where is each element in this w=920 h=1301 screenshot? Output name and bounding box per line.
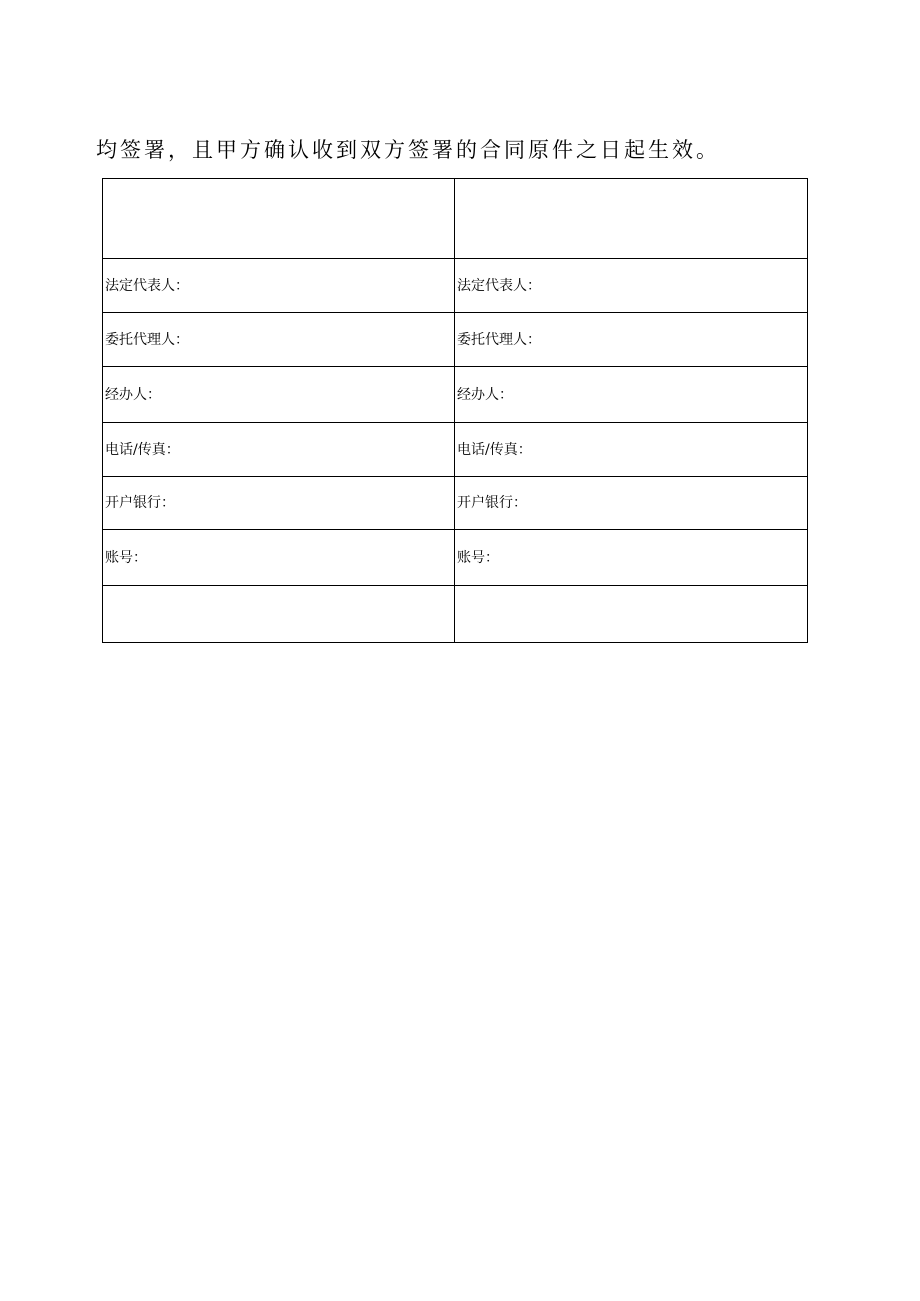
right-agent-cell: 委托代理人： <box>455 313 808 367</box>
left-account-cell: 账号： <box>103 530 455 586</box>
table-row-phone-fax <box>103 423 808 477</box>
left-blank-cell <box>103 586 455 643</box>
left-party-cell <box>103 179 455 259</box>
left-bank-cell: 开户银行： <box>103 477 455 530</box>
left-phone-fax-cell: 电话/传真： <box>103 423 455 477</box>
right-party-cell <box>455 179 808 259</box>
right-legal-rep-cell: 法定代表人： <box>455 259 808 313</box>
table-row-handler <box>103 367 808 423</box>
table-row-blank <box>103 586 808 643</box>
left-handler-cell: 经办人： <box>103 367 455 423</box>
left-agent-cell: 委托代理人： <box>103 313 455 367</box>
table-row-legal-rep <box>103 259 808 313</box>
right-bank-cell: 开户银行： <box>455 477 808 530</box>
right-handler-cell: 经办人： <box>455 367 808 423</box>
table-row-account <box>103 530 808 586</box>
signature-table <box>102 178 808 643</box>
intro-paragraph: 均签署，且甲方确认收到双方签署的合同原件之日起生效。 <box>96 138 720 162</box>
right-phone-fax-cell: 电话/传真： <box>455 423 808 477</box>
right-account-cell: 账号： <box>455 530 808 586</box>
left-legal-rep-cell: 法定代表人： <box>103 259 455 313</box>
right-blank-cell <box>455 586 808 643</box>
table-row-agent <box>103 313 808 367</box>
table-row-bank <box>103 477 808 530</box>
table-row-party-names <box>103 179 808 259</box>
